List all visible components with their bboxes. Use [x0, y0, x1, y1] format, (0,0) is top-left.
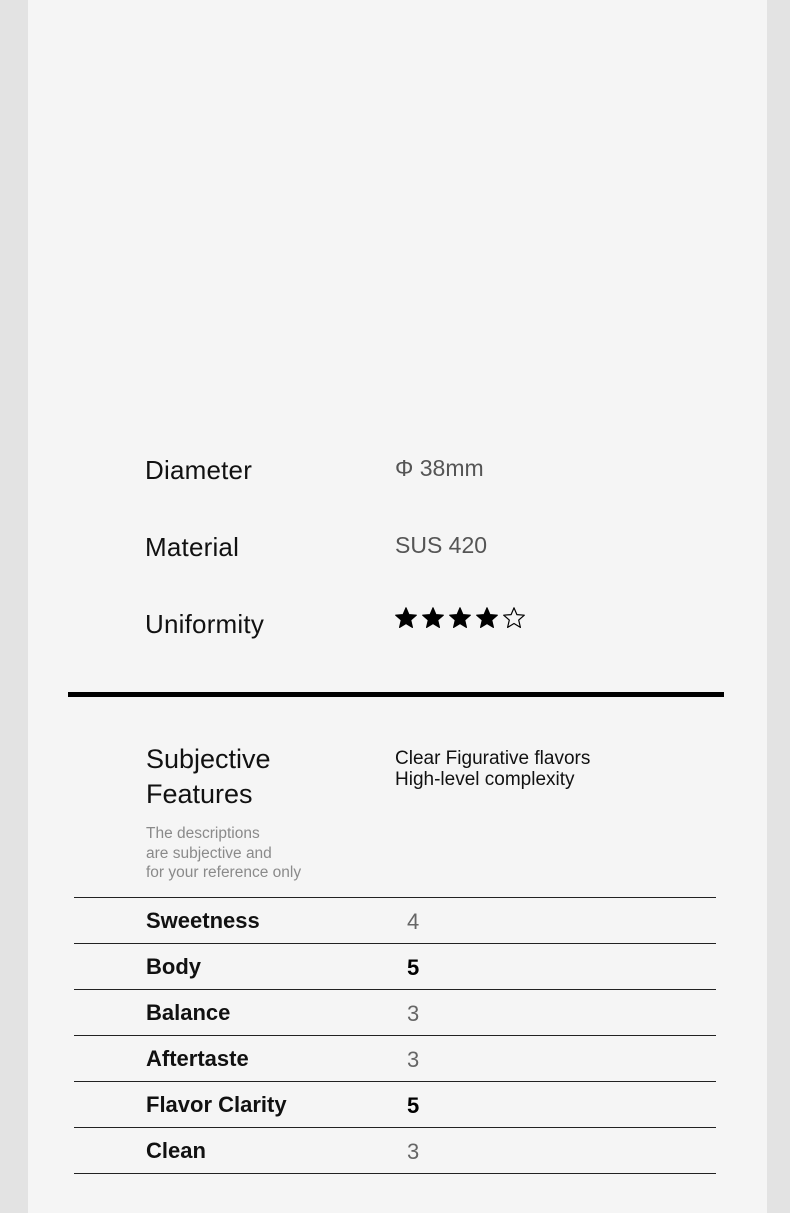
star-filled-icon — [475, 606, 499, 630]
material-label: Material — [145, 532, 240, 562]
product-spec-page — [28, 0, 767, 1213]
feature-label: Body — [146, 954, 201, 979]
star-empty-icon — [502, 606, 526, 630]
feature-label: Sweetness — [146, 908, 260, 933]
subjective-title-line: Features — [146, 779, 253, 809]
subjective-features-title — [146, 742, 271, 812]
feature-score: 5 — [407, 955, 420, 980]
diameter-value: Φ 38mm — [395, 455, 484, 481]
section-divider — [68, 692, 724, 697]
table-row — [74, 943, 716, 989]
uniformity-rating — [394, 606, 526, 630]
disclaimer-line: are subjective and — [146, 844, 272, 862]
star-filled-icon — [448, 606, 472, 630]
table-row — [74, 989, 716, 1035]
diameter-label: Diameter — [145, 455, 253, 485]
feature-label: Aftertaste — [146, 1046, 249, 1071]
table-row — [74, 1081, 716, 1127]
feature-label: Balance — [146, 1000, 231, 1025]
uniformity-label: Uniformity — [145, 609, 265, 639]
feature-score: 3 — [407, 1139, 420, 1164]
subjective-disclaimer — [146, 824, 301, 883]
feature-score: 4 — [407, 909, 420, 934]
feature-score: 5 — [407, 1093, 420, 1118]
feature-label: Clean — [146, 1138, 206, 1163]
table-row — [74, 1035, 716, 1081]
feature-score: 3 — [407, 1001, 420, 1026]
table-row — [74, 897, 716, 943]
feature-label: Flavor Clarity — [146, 1092, 287, 1117]
disclaimer-line: for your reference only — [146, 864, 302, 881]
disclaimer-line: The descriptions — [146, 825, 260, 842]
feature-score: 3 — [407, 1047, 420, 1072]
subjective-description — [395, 748, 590, 790]
star-filled-icon — [394, 606, 418, 630]
star-filled-icon — [421, 606, 445, 630]
table-row — [74, 1127, 716, 1174]
description-line: High-level complexity — [395, 769, 575, 790]
description-line: Clear Figurative flavors — [395, 748, 591, 769]
features-table — [74, 897, 716, 1174]
material-value: SUS 420 — [395, 532, 488, 558]
subjective-title-line: Subjective — [146, 744, 271, 774]
